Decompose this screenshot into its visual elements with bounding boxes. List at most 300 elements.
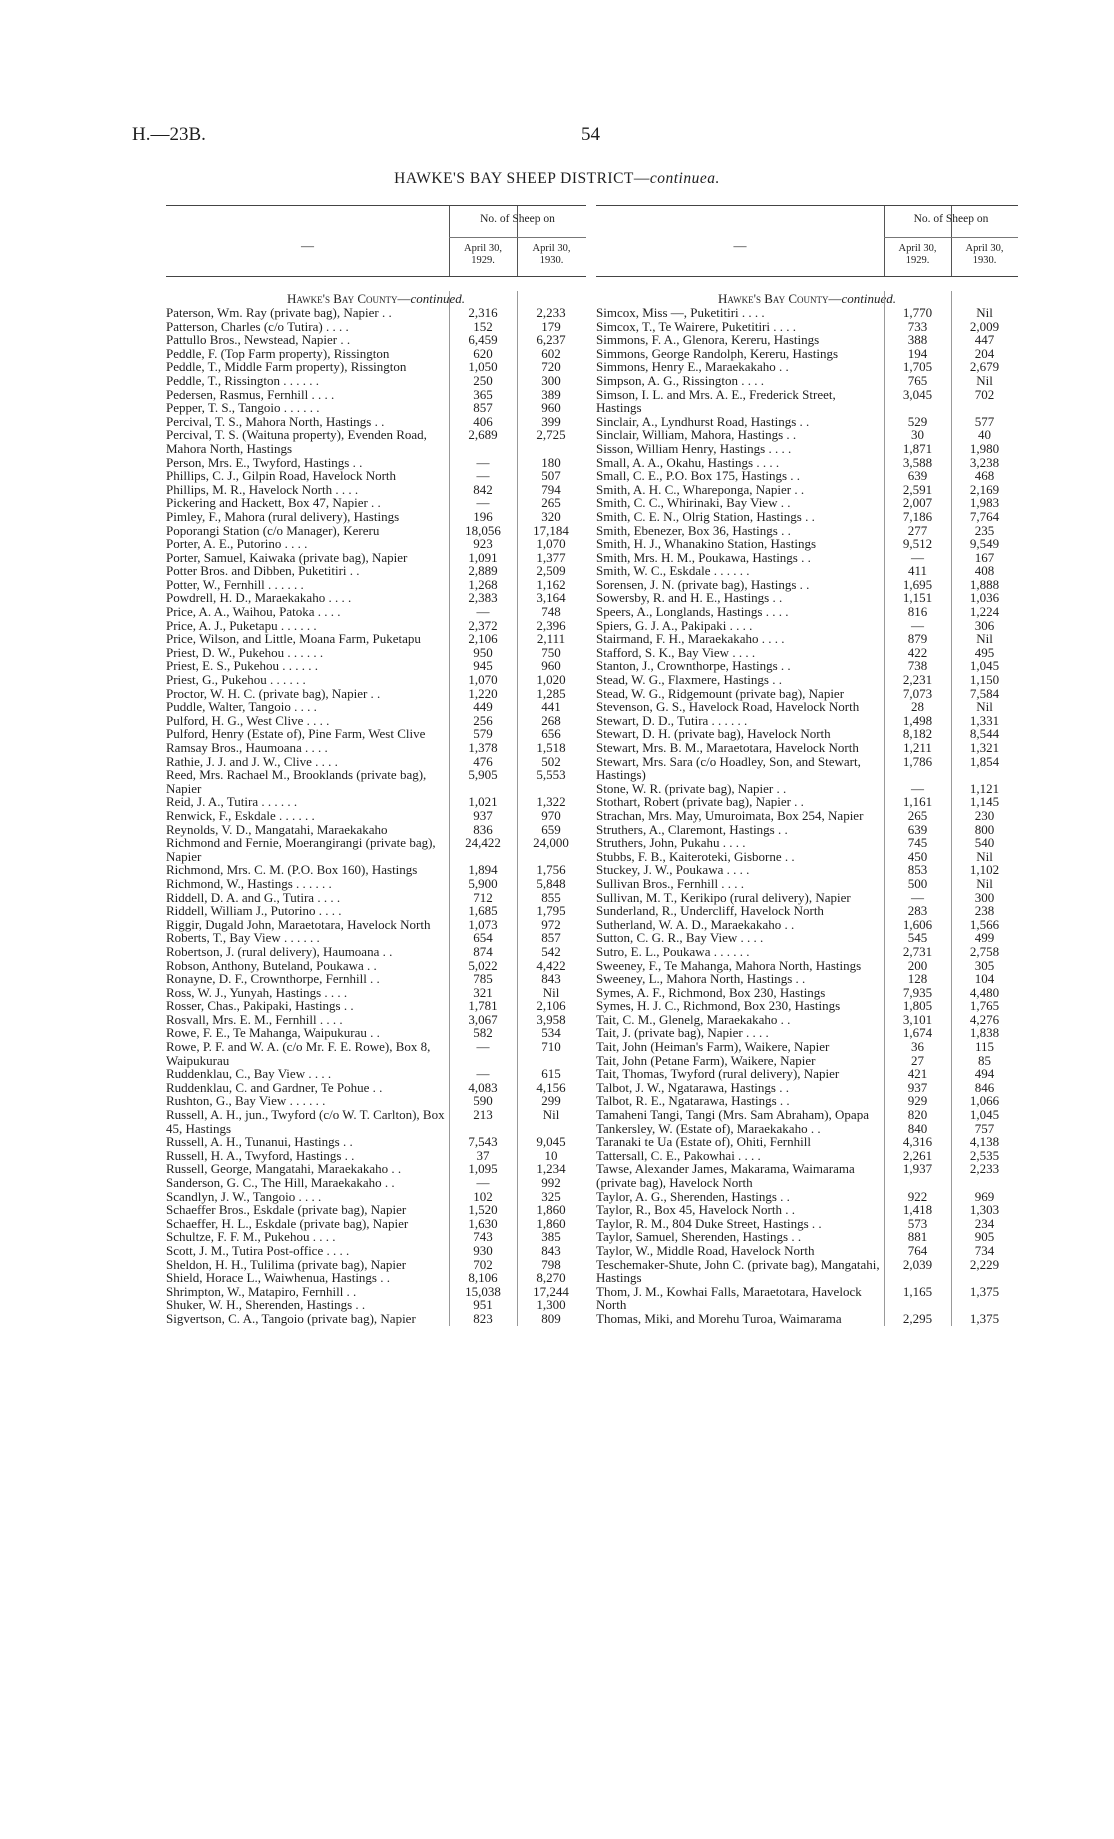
sheep-1929: 388	[907, 332, 928, 348]
table-row	[166, 1203, 586, 1217]
holder-name: Price, A. A., Waihou, Patoka . . . .	[166, 604, 341, 620]
holder-name: Puddle, Walter, Tangoio . . . .	[166, 699, 317, 715]
sheep-1930: 1,036	[969, 590, 1000, 606]
table-row	[596, 877, 1018, 891]
sheep-1930: 2,535	[969, 1147, 1000, 1163]
holder-name: Taylor, W., Middle Road, Havelock North	[596, 1242, 815, 1258]
table-row	[166, 891, 586, 905]
sheep-1929: 2,039	[902, 1256, 933, 1272]
table-row	[166, 483, 586, 497]
sheep-1929: 8,106	[468, 1270, 498, 1286]
holder-name: Phillips, C. J., Gilpin Road, Havelock North	[166, 468, 397, 484]
table-row	[596, 986, 1018, 1000]
sheep-1929: 1,695	[902, 576, 933, 592]
sheep-1929: 365	[473, 386, 493, 402]
holder-name: Powdrell, H. D., Maraekakaho . . . .	[166, 590, 352, 606]
sheep-1930: 2,233	[969, 1161, 1000, 1177]
table-row	[166, 564, 586, 578]
holder-name: Riddell, William J., Putorino . . . .	[166, 903, 342, 919]
table-row	[596, 1135, 1018, 1149]
holder-name: Richmond and Fernie, Moerangirangi (private bag), Napier	[166, 835, 436, 864]
sheep-1929: 702	[473, 1256, 493, 1272]
sheep-1930: 299	[541, 1093, 561, 1109]
table-row	[166, 360, 586, 374]
table-row	[166, 605, 586, 619]
sheep-1929: —	[911, 617, 924, 633]
holder-name: Tattersall, C. E., Pakowhai . . . .	[596, 1147, 761, 1163]
sheep-1930: 1,375	[969, 1310, 1000, 1326]
holder-name: Rushton, G., Bay View . . . . . .	[166, 1093, 326, 1109]
holder-name: Simcox, T., Te Wairere, Puketitiri . . . .	[596, 318, 796, 334]
holder-name: Smith, W. C., Eskdale . . . . . .	[596, 563, 750, 579]
holder-name: Pulford, H. G., West Clive . . . .	[166, 712, 330, 728]
sheep-1929: 1,871	[902, 440, 933, 456]
sheep-1930: Nil	[542, 984, 560, 1000]
holder-name: Symes, H. J. C., Richmond, Box 230, Hastings	[596, 998, 841, 1014]
table-row	[166, 809, 586, 823]
sheep-1929: 450	[907, 848, 928, 864]
sheep-1930: 855	[541, 889, 561, 905]
sheep-1929: —	[476, 1175, 490, 1190]
sheep-1930: 1,566	[969, 916, 1000, 932]
table-row	[596, 945, 1018, 959]
sheep-1929: 6,459	[468, 332, 498, 348]
sheep-1930: 447	[974, 332, 995, 348]
sheep-1930: 320	[541, 508, 561, 524]
right-column-table	[596, 205, 1018, 1326]
sheep-1930: 24,000	[533, 835, 569, 851]
sheep-1929: 743	[473, 1229, 493, 1245]
year-1930-header: April 30, 1930.	[532, 243, 571, 266]
sheep-1930: 1,145	[969, 794, 1000, 810]
holder-name: Percival, T. S. (Waituna property), Evenden Road, Mahora North, Hastings	[166, 427, 427, 456]
table-row	[596, 1244, 1018, 1258]
sheep-1930: 969	[974, 1188, 995, 1204]
holder-name: Taylor, R. M., 804 Duke Street, Hastings . .	[596, 1215, 822, 1231]
table-row	[166, 755, 586, 769]
table-row	[596, 918, 1018, 932]
sheep-1930: 238	[974, 903, 995, 919]
name-column-header: —	[301, 238, 314, 253]
table-row	[166, 918, 586, 932]
sheep-1930: 1,150	[969, 672, 1000, 688]
table-row	[166, 401, 586, 415]
sheep-1930: 1,795	[536, 903, 566, 919]
table-row	[596, 456, 1018, 470]
left-column-table	[166, 205, 586, 1326]
sheep-1929: —	[911, 889, 924, 905]
holder-name: Simmons, Henry E., Maraekakaho . .	[596, 359, 789, 375]
sheep-1929: 277	[907, 522, 928, 538]
holder-name: Priest, D. W., Pukehou . . . . . .	[166, 644, 324, 660]
table-row	[596, 1217, 1018, 1231]
holder-name: Shrimpton, W., Matapiro, Fernhill . .	[166, 1283, 357, 1299]
sheep-1929: 1,894	[468, 862, 498, 878]
sheep-1929: 411	[907, 563, 928, 579]
sheep-1929: 2,689	[468, 427, 498, 443]
sheep-1930: 960	[541, 400, 561, 416]
sheep-1929: 1,220	[468, 685, 498, 701]
table-row	[596, 659, 1018, 673]
table-row	[166, 795, 586, 809]
sheep-1929: 152	[473, 318, 493, 334]
sheep-1930: 1,860	[536, 1202, 566, 1218]
holder-name: Stubbs, F. B., Kaiteroteki, Gisborne . .	[596, 848, 795, 864]
sheep-1929: 24,422	[465, 835, 501, 851]
sheep-1929: —	[911, 780, 924, 796]
holder-name: Stanton, J., Crownthorpe, Hastings . .	[596, 658, 791, 674]
page-number: 54	[581, 124, 600, 145]
table-row	[166, 646, 586, 660]
sheep-1930: 4,422	[536, 957, 566, 973]
sheep-1929: 2,372	[468, 617, 498, 633]
table-row	[166, 1258, 586, 1272]
sheep-1930: 5,553	[536, 767, 566, 783]
holder-name: Simcox, Miss —, Puketitiri . . . .	[596, 305, 765, 320]
table-row	[166, 456, 586, 470]
sheep-1930: 905	[974, 1229, 995, 1245]
holder-name: Rowe, F. E., Te Mahanga, Waipukurau . .	[166, 1025, 380, 1041]
holder-name: Taylor, Samuel, Sherenden, Hastings . .	[596, 1229, 802, 1245]
holder-name: Sinclair, A., Lyndhurst Road, Hastings . .	[596, 413, 810, 429]
table-row	[166, 1190, 586, 1204]
county-heading: Hawke's Bay County—continued.	[717, 291, 897, 306]
table-row	[596, 700, 1018, 714]
table-body	[596, 291, 1018, 1326]
sheep-1930: 750	[541, 644, 561, 660]
sheep-1930: 720	[541, 359, 561, 375]
table-row	[166, 931, 586, 945]
table-row	[166, 1108, 586, 1135]
table-row	[596, 1013, 1018, 1027]
holder-name: Porter, A. E., Putorino . . . .	[166, 536, 308, 552]
sheep-1929: 196	[473, 508, 493, 524]
table-row	[596, 1230, 1018, 1244]
sheep-1929: 4,083	[468, 1079, 498, 1095]
table-row	[596, 999, 1018, 1013]
sheep-1929: 820	[907, 1107, 928, 1123]
sheep-1930: 577	[974, 413, 995, 429]
sheep-1929: —	[476, 468, 490, 484]
sheep-1930: 659	[541, 821, 561, 837]
table-row	[166, 727, 586, 741]
holder-name: Roberts, T., Bay View . . . . . .	[166, 930, 320, 946]
sheep-1930: 1,331	[969, 712, 1000, 728]
holder-name: Robson, Anthony, Buteland, Poukawa . .	[166, 957, 377, 973]
sheep-1929: 5,022	[468, 957, 498, 973]
sheep-1929: 937	[473, 807, 493, 823]
sheep-1929: 213	[473, 1107, 493, 1123]
holder-name: Stevenson, G. S., Havelock Road, Havelock North	[596, 699, 860, 715]
table-row	[166, 320, 586, 334]
holder-name: Simpson, A. G., Rissington . . . .	[596, 372, 764, 388]
table-row	[166, 877, 586, 891]
table-row	[166, 1081, 586, 1095]
table-row	[596, 605, 1018, 619]
table-row	[166, 1271, 586, 1285]
holder-name: Richmond, Mrs. C. M. (P.O. Box 160), Hastings	[166, 862, 418, 878]
table-row	[166, 524, 586, 538]
holder-name: Stairmand, F. H., Maraekakaho . . . .	[596, 631, 785, 647]
sheep-1930: 4,156	[536, 1079, 566, 1095]
table-row	[166, 347, 586, 361]
sheep-1930: 2,009	[969, 318, 1000, 334]
holder-name: Thomas, Miki, and Morehu Turoa, Waimarama	[596, 1310, 842, 1326]
sheep-1930: 1,888	[969, 576, 1000, 592]
sheep-1929: 823	[473, 1310, 493, 1326]
sheep-1930: 300	[974, 889, 995, 905]
year-1929-header: April 30, 1929.	[464, 243, 502, 266]
table-row	[596, 564, 1018, 578]
table-row	[596, 741, 1018, 755]
sheep-1929: 283	[907, 903, 928, 919]
table-row	[596, 632, 1018, 646]
holder-name: Ruddenklau, C. and Gardner, Te Pohue . .	[166, 1079, 383, 1095]
holder-name: Simmons, George Randolph, Kereru, Hastings	[596, 345, 839, 361]
sheep-1929: 745	[907, 835, 928, 851]
table-row	[166, 428, 586, 455]
sheep-1929: 1,378	[468, 740, 498, 755]
sheep-1930: 115	[974, 1039, 995, 1055]
holder-name: Tait, John (Petane Farm), Waikere, Napier	[596, 1052, 816, 1068]
sheep-1929: 7,543	[468, 1134, 498, 1150]
sheep-1929: 2,731	[902, 943, 933, 959]
sheep-1929: 7,935	[902, 984, 933, 1000]
holder-name: Taylor, A. G., Sherenden, Hastings . .	[596, 1188, 790, 1204]
sheep-1929: 30	[911, 427, 924, 443]
sheep-1930: 1,121	[969, 780, 1000, 796]
sheep-1929: 620	[473, 345, 493, 361]
holder-name: Russell, A. H., Tunanui, Hastings . .	[166, 1134, 353, 1150]
holder-name: Ramsay Bros., Haumoana . . . .	[166, 740, 328, 755]
table-row	[596, 782, 1018, 796]
sheep-1929: 1,781	[468, 998, 498, 1014]
sheep-1929: 1,786	[902, 753, 933, 769]
sheep-1929: 1,805	[902, 998, 933, 1014]
table-row	[166, 619, 586, 633]
sheep-1930: 441	[541, 699, 561, 715]
holder-name: Sweeney, L., Mahora North, Hastings . .	[596, 971, 806, 987]
holder-name: Ross, W. J., Yunyah, Hastings . . . .	[166, 984, 348, 1000]
table-body	[166, 291, 586, 1326]
sheep-1929: —	[476, 604, 490, 620]
sheep-1930: 2,229	[969, 1256, 1000, 1272]
sheep-1930: 656	[541, 726, 561, 742]
holder-name: Pattullo Bros., Newstead, Napier . .	[166, 332, 351, 348]
table-row	[166, 551, 586, 565]
table-row	[596, 374, 1018, 388]
table-row	[596, 673, 1018, 687]
sheep-1930: 1,765	[969, 998, 1000, 1014]
sheep-1929: 874	[473, 943, 493, 959]
table-row	[166, 496, 586, 510]
sheep-1929: 857	[473, 400, 493, 416]
table-row	[166, 741, 586, 755]
sheep-1930: 809	[541, 1310, 561, 1326]
sheep-1929: 9,512	[902, 536, 933, 552]
table-row	[166, 959, 586, 973]
holder-name: Stewart, D. H. (private bag), Havelock North	[596, 726, 831, 742]
sheep-1929: 421	[907, 1066, 928, 1082]
table-row	[166, 904, 586, 918]
sheep-1929: 1,937	[902, 1161, 933, 1177]
sheep-1929: 2,007	[902, 495, 933, 511]
sheep-1930: 794	[541, 481, 561, 497]
sheep-1930: 399	[541, 413, 561, 429]
table-row	[166, 1135, 586, 1149]
holder-name: Simmons, F. A., Glenora, Kereru, Hastings	[596, 332, 820, 348]
sheep-1930: 300	[541, 372, 561, 388]
holder-name: Pimley, F., Mahora (rural delivery), Hastings	[166, 508, 400, 524]
holder-name: Taranaki te Ua (Estate of), Ohiti, Fernhill	[596, 1134, 811, 1150]
holder-name: Schaeffer Bros., Eskdale (private bag), Napier	[166, 1202, 407, 1218]
holder-name: Thom, J. M., Kowhai Falls, Maraetotara, Havelock North	[596, 1283, 862, 1313]
table-row	[596, 1054, 1018, 1068]
sheep-1930: 534	[541, 1025, 561, 1041]
sheep-1930: 4,480	[969, 984, 1000, 1000]
sheep-1930: 104	[974, 971, 995, 987]
table-row	[166, 1298, 586, 1312]
sheep-1930: 468	[974, 468, 995, 484]
sheep-1930: 234	[974, 1215, 995, 1231]
table-row	[596, 578, 1018, 592]
sheep-1930: 757	[974, 1120, 995, 1136]
sheep-1930: 2,396	[536, 617, 566, 633]
holder-name: Sorensen, J. N. (private bag), Hastings . .	[596, 576, 810, 592]
sheep-1929: 2,383	[468, 590, 498, 606]
sheep-1930: 1,045	[969, 658, 1000, 674]
holder-name: Teschemaker-Shute, John C. (private bag), Mangatahi, Hastings	[596, 1256, 880, 1286]
table-row	[596, 850, 1018, 864]
sheep-1930: 1,854	[969, 753, 1000, 769]
sheep-1930: 1,162	[536, 576, 566, 592]
sheep-1929: 3,067	[468, 1011, 498, 1027]
sheep-1930: 1,102	[969, 862, 1000, 878]
sheep-1930: 2,111	[536, 631, 566, 647]
table-row	[166, 945, 586, 959]
sheep-1930: 702	[974, 386, 995, 402]
sheep-1929: 1,070	[468, 672, 498, 688]
no-of-sheep-header: No. of Sheep on	[913, 213, 989, 225]
sheep-1929: 28	[911, 699, 924, 715]
sheep-1929: 321	[473, 984, 493, 1000]
holder-name: Russell, A. H., jun., Twyford (c/o W. T. Carlton), Box 45, Hastings	[166, 1107, 445, 1136]
holder-name: Taylor, R., Box 45, Havelock North . .	[596, 1202, 795, 1218]
table-row	[166, 306, 586, 320]
sheep-1930: 2,169	[969, 481, 1000, 497]
table-row	[596, 619, 1018, 633]
holder-name: Rowe, P. F. and W. A. (c/o Mr. F. E. Rowe), Box 8, Waipukurau	[166, 1039, 431, 1068]
sheep-1930: 1,066	[969, 1093, 1000, 1109]
holder-name: Strachan, Mrs. May, Umuroimata, Box 254, Napier	[596, 807, 864, 823]
sheep-1930: 602	[541, 345, 561, 361]
sheep-1930: 1,321	[969, 740, 1000, 755]
sheep-1929: 4,316	[902, 1134, 933, 1150]
sheep-1930: 960	[541, 658, 561, 674]
sheep-1929: —	[476, 454, 490, 470]
table-row	[166, 700, 586, 714]
table-rows	[596, 306, 1018, 1326]
table-row	[596, 904, 1018, 918]
sheep-1929: 422	[907, 644, 928, 660]
table-row	[596, 1122, 1018, 1136]
sheep-1929: 1,021	[468, 794, 498, 810]
sheep-1930: 17,184	[533, 522, 569, 538]
sheep-1930: 389	[541, 386, 561, 402]
table-row	[596, 1312, 1018, 1326]
table-row	[166, 999, 586, 1013]
holder-name: Reed, Mrs. Rachael M., Brooklands (private bag), Napier	[166, 767, 427, 796]
table-row	[596, 496, 1018, 510]
sheep-1930: 230	[974, 807, 995, 823]
sheep-1930: 1,756	[536, 862, 566, 878]
sheep-1930: 204	[974, 345, 995, 361]
sheep-1929: 738	[907, 658, 928, 674]
sheep-1929: 1,151	[902, 590, 933, 606]
sheep-1930: 3,958	[536, 1011, 566, 1027]
table-row	[596, 333, 1018, 347]
table-row	[166, 972, 586, 986]
holder-name: Richmond, W., Hastings . . . . . .	[166, 875, 332, 891]
sheep-1929: 545	[907, 930, 928, 946]
sheep-1929: 102	[473, 1188, 493, 1204]
holder-name: Smith, H. J., Whanakino Station, Hastings	[596, 536, 817, 552]
sheep-1929: 590	[473, 1093, 493, 1109]
sheep-1929: 930	[473, 1242, 493, 1258]
sheep-1929: 836	[473, 821, 493, 837]
sheep-1930: Nil	[976, 848, 993, 864]
table-row	[596, 306, 1018, 320]
table-row	[596, 959, 1018, 973]
holder-name: Tait, J. (private bag), Napier . . . .	[596, 1025, 769, 1041]
sheep-1930: 1,020	[536, 672, 566, 688]
holder-name: Stothart, Robert (private bag), Napier . .	[596, 794, 804, 810]
holder-name: Talbot, J. W., Ngatarawa, Hastings . .	[596, 1079, 789, 1095]
holder-name: Poporangi Station (c/o Manager), Kereru	[166, 522, 380, 538]
sheep-1930: 1,045	[969, 1107, 1000, 1123]
table-row	[596, 714, 1018, 728]
holder-name: Stead, W. G., Ridgemount (private bag), Napier	[596, 685, 845, 701]
page-reference: H.—23B.	[132, 124, 206, 145]
sheep-1930: 10	[544, 1147, 558, 1163]
holder-name: Robertson, J. (rural delivery), Haumoana . .	[166, 943, 393, 959]
table-row	[166, 986, 586, 1000]
sheep-1930: 3,238	[969, 454, 1000, 470]
sheep-1930: 3,164	[536, 590, 566, 606]
table-row	[596, 524, 1018, 538]
sheep-1930: 540	[974, 835, 995, 851]
table-row	[596, 360, 1018, 374]
sheep-1929: 194	[907, 345, 928, 361]
table-row	[596, 1203, 1018, 1217]
sheep-1929: 1,268	[468, 576, 498, 592]
holder-name: Stewart, Mrs. B. M., Maraetotara, Havelock North	[596, 740, 859, 755]
table-row	[596, 1285, 1018, 1312]
table-row	[166, 374, 586, 388]
sheep-1930: 180	[541, 454, 561, 470]
sheep-1930: 1,860	[536, 1215, 566, 1231]
sheep-1929: 500	[907, 875, 928, 891]
sheep-1930: Nil	[976, 699, 993, 715]
sheep-1929: 1,073	[468, 916, 498, 932]
sheep-1929: —	[476, 495, 490, 511]
holder-name: Shuker, W. H., Sherenden, Hastings . .	[166, 1297, 366, 1313]
sheep-1929: 1,211	[903, 740, 932, 755]
table-row	[166, 632, 586, 646]
sheep-1929: 1,050	[468, 359, 498, 375]
sheep-1930: 306	[974, 617, 995, 633]
holder-name: Rathie, J. J. and J. W., Clive . . . .	[166, 753, 338, 769]
